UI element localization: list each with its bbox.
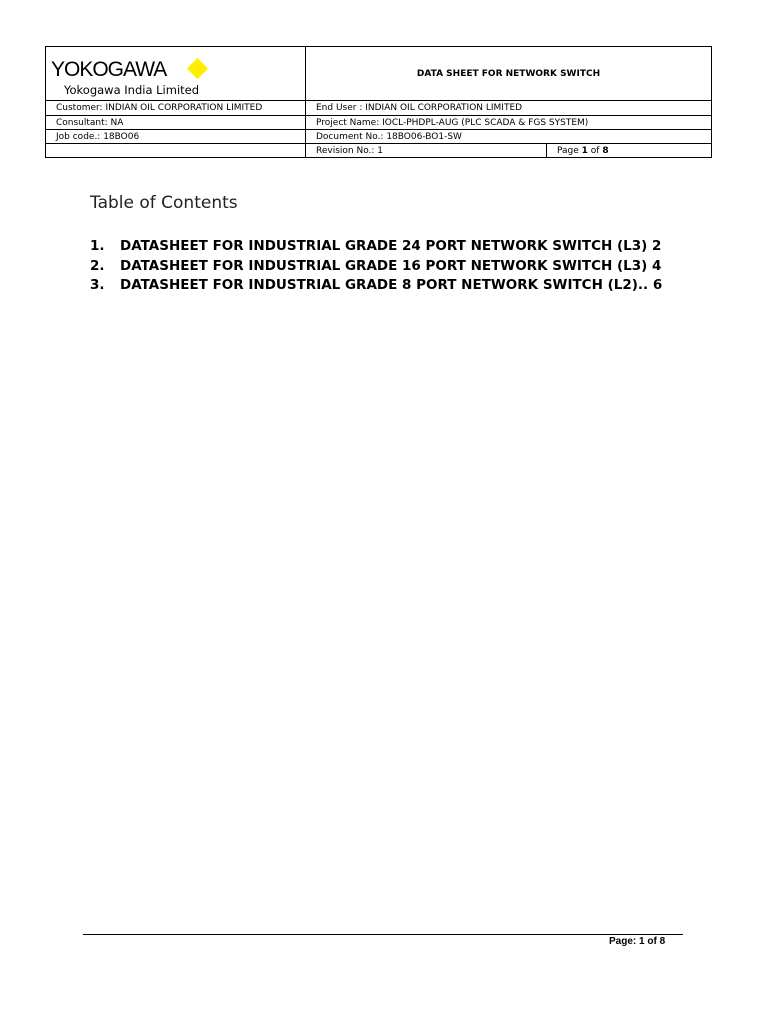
end-user-field: End User : INDIAN OIL CORPORATION LIMITED (306, 101, 712, 116)
document-no-field: Document No.: 18BO06-BO1-SW (306, 130, 712, 144)
footer-divider (83, 934, 683, 935)
revision-field: Revision No.: 1 (306, 144, 547, 158)
header-table (45, 46, 712, 158)
page-current: 1 (581, 145, 588, 156)
page-total: 8 (602, 145, 609, 156)
toc-item-3[interactable] (90, 276, 710, 296)
page-number-field (547, 144, 712, 158)
toc-link-text[interactable]: DATASHEET FOR INDUSTRIAL GRADE 16 PORT NETWORK SWITCH (L3) 4 (120, 257, 662, 274)
toc-list (90, 237, 710, 296)
customer-field: Customer: INDIAN OIL CORPORATION LIMITED (46, 101, 306, 116)
toc-link-text[interactable]: DATASHEET FOR INDUSTRIAL GRADE 24 PORT NETWORK SWITCH (L3) 2 (120, 238, 662, 254)
company-name: Yokogawa India Limited (64, 83, 200, 97)
toc-number: 2. (90, 257, 105, 274)
yokogawa-logo: YOKOGAWA (51, 58, 167, 81)
toc-number: 1. (90, 238, 105, 254)
blank-cell (46, 144, 306, 158)
toc-number: 3. (90, 277, 105, 293)
toc-link-text[interactable]: DATASHEET FOR INDUSTRIAL GRADE 8 PORT NETWORK SWITCH (L2).. 6 (120, 277, 663, 293)
logo-cell (46, 47, 306, 101)
job-code-field: Job code.: 18BO06 (46, 130, 306, 144)
project-name-field: Project Name: IOCL-PHDPL-AUG (PLC SCADA & FGS SYSTEM) (306, 116, 712, 130)
consultant-field: Consultant: NA (46, 116, 306, 130)
page-of: of (587, 145, 603, 156)
toc-heading: Table of Contents (90, 193, 238, 213)
toc-item-1[interactable] (90, 237, 710, 257)
footer-page-number: Page: 1 of 8 (609, 936, 666, 947)
toc-item-2[interactable] (90, 257, 710, 277)
logo-diamond-icon (187, 58, 208, 79)
page-prefix: Page (557, 145, 582, 156)
document-title: DATA SHEET FOR NETWORK SWITCH (306, 47, 712, 101)
